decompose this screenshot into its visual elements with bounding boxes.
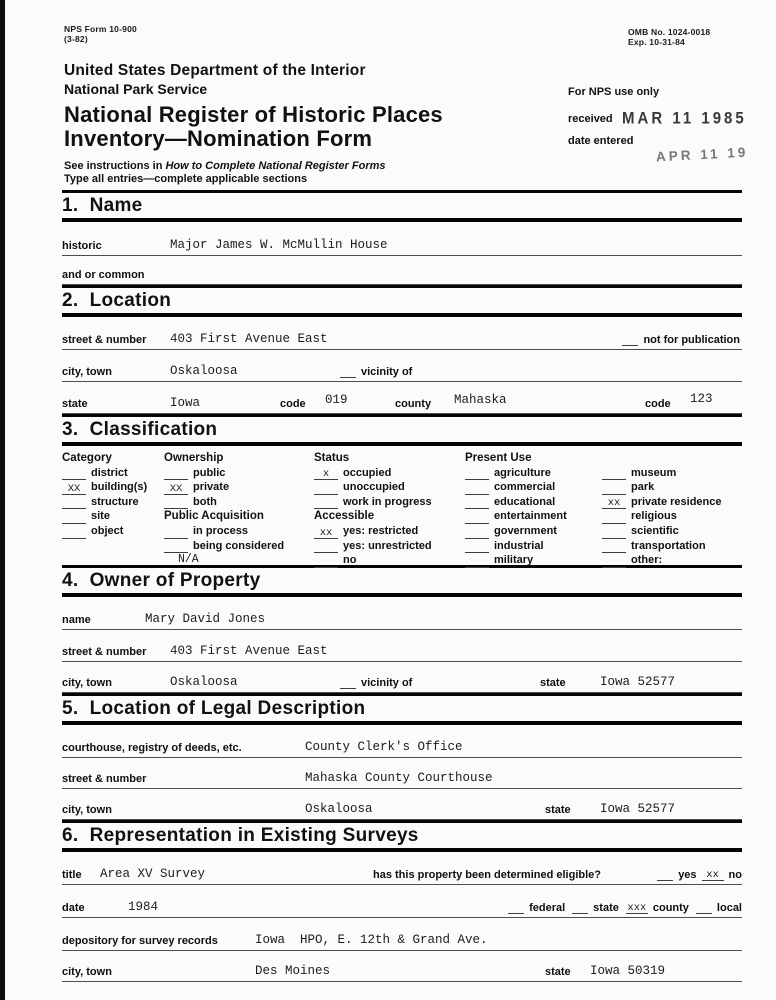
- form-title-line1: National Register of Historic Places: [64, 102, 443, 127]
- omb-number: OMB No. 1024-0018: [628, 27, 711, 37]
- state-value: Iowa: [170, 396, 201, 410]
- checkbox-item: [465, 495, 567, 510]
- checkbox-blank: [465, 484, 489, 495]
- checkbox-label: work in progress: [343, 495, 432, 508]
- courthouse-value: County Clerk's Office: [305, 740, 463, 754]
- classification-block: [62, 446, 742, 565]
- legal-state-value: Iowa 52577: [600, 802, 676, 816]
- checkbox-blank: [164, 469, 188, 480]
- form-title-line2: Inventory—Nomination Form: [64, 125, 373, 151]
- not-for-publication-label: not for publication: [643, 334, 740, 346]
- checkbox-item: [62, 524, 147, 539]
- checkbox-blank: [314, 542, 338, 553]
- checkbox-label: yes: restricted: [343, 524, 419, 537]
- checkbox-item: [164, 480, 284, 495]
- status-column: [314, 451, 432, 568]
- survey-date-value: 1984: [128, 900, 159, 914]
- no-blank: xx: [702, 870, 724, 881]
- ownership-column: [164, 451, 284, 567]
- survey-state-label: state: [545, 966, 571, 978]
- checkbox-label: scientific: [631, 524, 679, 537]
- checkbox-label: other:: [631, 554, 663, 567]
- location-street-row: [62, 317, 742, 350]
- checkbox-item: [602, 480, 722, 495]
- not-applicable-note: N/A: [178, 553, 199, 567]
- checkbox-blank: xxx: [627, 902, 647, 914]
- checkbox-item: [602, 539, 722, 554]
- eligible-question: has this property been determined eligible?: [373, 869, 601, 881]
- checkbox-blank: [314, 484, 338, 495]
- checkbox-item: [164, 539, 284, 554]
- section2-title: 2. Location: [62, 290, 172, 311]
- city-label: city, town: [62, 366, 112, 378]
- checkbox-item: [602, 509, 722, 524]
- received-date-stamp: MAR 11 1985: [622, 109, 747, 128]
- form-title: [64, 103, 443, 150]
- not-for-publication-group: [622, 334, 740, 346]
- checkbox-label: public: [193, 466, 226, 479]
- checkbox-item: [164, 495, 284, 510]
- section2-header: [62, 285, 742, 317]
- checkbox-blank: XX: [62, 484, 86, 495]
- courthouse-row: [62, 725, 742, 758]
- checkbox-blank: [314, 498, 338, 509]
- checkbox-blank: [602, 528, 626, 539]
- checkbox-item: [465, 539, 567, 554]
- level-county: [626, 902, 689, 914]
- checkbox-item: [602, 524, 722, 539]
- present-use-column-1: [465, 451, 567, 568]
- checkbox-item: [602, 553, 722, 568]
- location-city-row: [62, 350, 742, 382]
- checkbox-item: [62, 495, 147, 510]
- section3-title: 3. Classification: [62, 419, 218, 440]
- checkbox-blank: XX: [164, 484, 188, 495]
- eligible-answer-group: [657, 869, 742, 881]
- section5-title: 5. Location of Legal Description: [62, 698, 366, 719]
- checkbox-item: [314, 539, 432, 554]
- present-use-header: Present Use: [465, 452, 532, 464]
- checkbox-label: unoccupied: [343, 481, 405, 494]
- owner-state-label: state: [540, 677, 566, 689]
- depository-label: depository for survey records: [62, 935, 218, 947]
- owner-city-label: city, town: [62, 677, 112, 689]
- vicinity-blank: [340, 367, 356, 378]
- date-entered-stamp: APR 11 19: [655, 144, 749, 165]
- checkbox-label: private residence: [631, 495, 722, 508]
- form-revision: (3-82): [64, 34, 88, 44]
- survey-level-group: [508, 902, 742, 914]
- common-label: and or common: [62, 269, 145, 281]
- checkbox-blank: [62, 498, 86, 509]
- checkbox-label: site: [91, 510, 110, 523]
- bureau-name: National Park Service: [64, 81, 208, 97]
- level-local: [696, 902, 742, 914]
- survey-date-row: [62, 885, 742, 918]
- historic-value: Major James W. McMullin House: [170, 238, 388, 252]
- checkbox-item: [164, 466, 284, 481]
- section4-header: [62, 565, 742, 597]
- vicinity-group: [340, 366, 412, 378]
- checkbox-label: both: [193, 495, 217, 508]
- street-label: street & number: [62, 334, 147, 346]
- form-content: [62, 0, 749, 982]
- depository-row: [62, 918, 742, 951]
- checkbox-label: building(s): [91, 481, 148, 494]
- depository-value: Iowa HPO, E. 12th & Grand Ave.: [255, 933, 488, 947]
- instructions-prefix: See instructions in: [64, 160, 166, 172]
- section1-header: [62, 190, 742, 222]
- checkbox-blank: [62, 469, 86, 480]
- checkbox-item: [314, 480, 432, 495]
- location-state-row: [62, 382, 742, 414]
- column-spacer: [602, 451, 722, 466]
- omb-expiration: Exp. 10-31-84: [628, 37, 685, 47]
- category-column: [62, 451, 147, 539]
- checkbox-label: educational: [494, 495, 556, 508]
- checkbox-label: federal: [529, 902, 566, 914]
- status-header: Status: [314, 452, 350, 464]
- section1-title: 1. Name: [62, 195, 143, 216]
- omb-block: [628, 27, 710, 47]
- received-label: received: [568, 113, 613, 125]
- survey-title-label: title: [62, 869, 82, 881]
- ownership-header: Ownership: [164, 452, 224, 464]
- checkbox-blank: xx: [314, 528, 338, 539]
- present-use-column-2: [602, 451, 722, 568]
- yes-blank: [657, 870, 673, 881]
- checkbox-label: agriculture: [494, 466, 551, 479]
- survey-title-value: Area XV Survey: [100, 867, 206, 881]
- legal-street-row: [62, 758, 742, 789]
- checkbox-label: district: [91, 466, 128, 479]
- owner-name-label: name: [62, 614, 91, 626]
- nps-use-only-label: For NPS use only: [568, 86, 660, 98]
- survey-city-row: [62, 951, 742, 982]
- checkbox-blank: [465, 542, 489, 553]
- checkbox-item: [164, 524, 284, 539]
- checkbox-item: [465, 480, 567, 495]
- checkbox-blank: [314, 557, 338, 568]
- checkbox-blank: [465, 469, 489, 480]
- checkbox-blank: [465, 528, 489, 539]
- form-number: NPS Form 10-900: [64, 24, 137, 34]
- instructions-line1: [64, 160, 386, 172]
- vicinity-label: vicinity of: [361, 677, 413, 689]
- accessible-header: Accessible: [314, 510, 375, 523]
- checkbox-label: being considered: [193, 539, 285, 552]
- county-label: county: [395, 398, 432, 410]
- checkbox-label: religious: [631, 510, 677, 523]
- code2-value: 123: [690, 392, 713, 406]
- historic-label: historic: [62, 240, 102, 252]
- county-value: Mahaska: [454, 393, 507, 407]
- common-name-row: [62, 256, 742, 285]
- checkbox-item: [465, 524, 567, 539]
- checkbox-blank: [696, 903, 712, 914]
- owner-street-label: street & number: [62, 646, 147, 658]
- section3-header: [62, 414, 742, 446]
- checkbox-blank: [62, 528, 86, 539]
- code2-label: code: [645, 398, 671, 410]
- checkbox-label: entertainment: [494, 510, 567, 523]
- survey-state-value: Iowa 50319: [590, 964, 666, 978]
- checkbox-blank: [164, 542, 188, 553]
- agency-name: United States Department of the Interior: [64, 62, 366, 79]
- checkbox-blank: [602, 542, 626, 553]
- legal-city-row: [62, 789, 742, 820]
- checkbox-item: [314, 524, 432, 539]
- section6-header: [62, 820, 742, 852]
- checkbox-blank: [62, 513, 86, 524]
- checkbox-blank: [602, 513, 626, 524]
- checkbox-label: government: [494, 524, 557, 537]
- owner-street-row: [62, 630, 742, 662]
- checkbox-label: yes: unrestricted: [343, 539, 432, 552]
- legal-state-label: state: [545, 804, 571, 816]
- survey-city-label: city, town: [62, 966, 112, 978]
- checkbox-label: in process: [193, 524, 249, 537]
- checkbox-item: [465, 509, 567, 524]
- checkbox-item: [602, 495, 722, 510]
- checkbox-label: park: [631, 481, 655, 494]
- checkbox-label: object: [91, 524, 124, 537]
- legal-street-value: Mahaska County Courthouse: [305, 771, 493, 785]
- checkbox-blank: [164, 498, 188, 509]
- owner-name-row: [62, 597, 742, 630]
- no-label: no: [728, 869, 742, 881]
- form-number-block: [64, 24, 137, 44]
- not-for-publication-blank: [622, 335, 638, 346]
- instructions-manual-title: How to Complete National Register Forms: [165, 160, 386, 172]
- checkbox-item: [314, 495, 432, 510]
- checkbox-item: [314, 466, 432, 481]
- checkbox-blank: [465, 513, 489, 524]
- checkbox-blank: [602, 484, 626, 495]
- public-acquisition-header: Public Acquisition: [164, 510, 264, 523]
- state-label: state: [62, 398, 88, 410]
- section6-title: 6. Representation in Existing Surveys: [62, 825, 419, 846]
- checkbox-label: local: [716, 902, 742, 914]
- vicinity-label: vicinity of: [361, 366, 413, 378]
- checkbox-item: [465, 553, 567, 568]
- checkbox-blank: [602, 469, 626, 480]
- checkbox-label: museum: [631, 466, 677, 479]
- checkbox-label: commercial: [494, 481, 556, 494]
- owner-vicinity-group: [340, 677, 412, 689]
- survey-city-value: Des Moines: [255, 964, 331, 978]
- checkbox-label: no: [343, 554, 357, 567]
- survey-title-row: [62, 852, 742, 885]
- checkbox-label: private: [193, 481, 230, 494]
- checkbox-label: transportation: [631, 539, 706, 552]
- legal-city-label: city, town: [62, 804, 112, 816]
- checkbox-item: [62, 509, 147, 524]
- checkbox-blank: x: [314, 469, 338, 480]
- form-header: [62, 0, 749, 190]
- checkbox-item: [62, 480, 147, 495]
- section5-header: [62, 693, 742, 725]
- checkbox-blank: [572, 903, 588, 914]
- survey-date-label: date: [62, 902, 85, 914]
- yes-label: yes: [678, 869, 697, 881]
- checkbox-label: military: [494, 554, 534, 567]
- checkbox-item: [62, 466, 147, 481]
- checkbox-label: occupied: [343, 466, 392, 479]
- checkbox-label: structure: [91, 495, 139, 508]
- vicinity-blank: [340, 678, 356, 689]
- section4-title: 4. Owner of Property: [62, 570, 261, 591]
- scan-edge-artifact: [0, 0, 5, 1000]
- level-state: [572, 902, 619, 914]
- code1-value: 019: [325, 393, 348, 407]
- courthouse-label: courthouse, registry of deeds, etc.: [62, 742, 242, 754]
- category-header: Category: [62, 452, 112, 464]
- checkbox-blank: [508, 903, 524, 914]
- checkbox-blank: xx: [602, 498, 626, 509]
- code1-label: code: [280, 398, 306, 410]
- owner-state-value: Iowa 52577: [600, 675, 676, 689]
- instructions-line2: Type all entries—complete applicable sections: [64, 173, 308, 185]
- checkbox-item: [465, 466, 567, 481]
- checkbox-blank: [164, 528, 188, 539]
- legal-street-label: street & number: [62, 773, 147, 785]
- checkbox-blank: [465, 557, 489, 568]
- checkbox-label: industrial: [494, 539, 544, 552]
- level-federal: [508, 902, 565, 914]
- checkbox-label: state: [593, 902, 619, 914]
- historic-name-row: [62, 222, 742, 256]
- city-value: Oskaloosa: [170, 364, 238, 378]
- checkbox-blank: [465, 498, 489, 509]
- owner-city-row: [62, 662, 742, 693]
- street-value: 403 First Avenue East: [170, 332, 328, 346]
- owner-name-value: Mary David Jones: [145, 612, 266, 626]
- owner-street-value: 403 First Avenue East: [170, 644, 328, 658]
- checkbox-label: county: [652, 902, 689, 914]
- checkbox-item: [314, 553, 432, 568]
- date-entered-label: date entered: [568, 135, 634, 147]
- owner-city-value: Oskaloosa: [170, 675, 238, 689]
- legal-city-value: Oskaloosa: [305, 802, 373, 816]
- checkbox-item: [602, 466, 722, 481]
- checkbox-blank: [602, 557, 626, 568]
